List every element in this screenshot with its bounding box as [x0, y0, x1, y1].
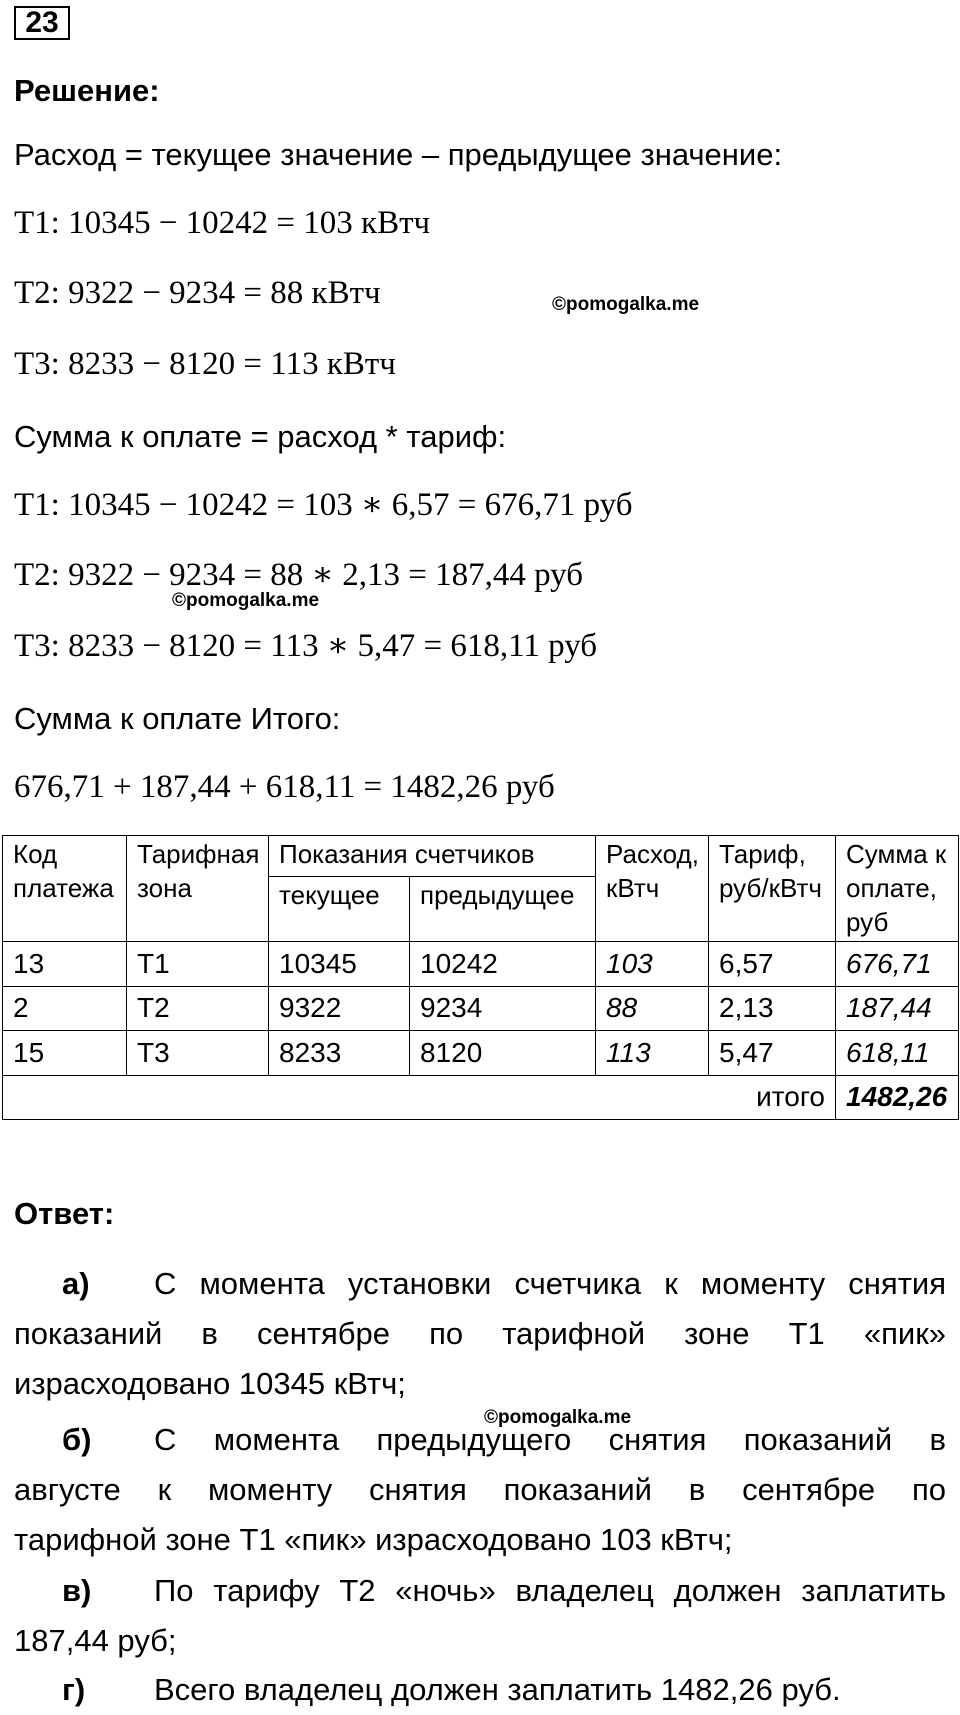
- header-current: текущее: [269, 877, 410, 942]
- cell-consumption: 113: [596, 1031, 709, 1075]
- solution-heading: Решение:: [14, 73, 160, 108]
- answer-item-label: а): [62, 1266, 90, 1301]
- answer-item-a-line: показаний в сентябре по тарифной зоне Т1 «пик»: [14, 1316, 946, 1351]
- answer-item-b-line: августе к моменту снятия показаний в сентябре по: [14, 1472, 946, 1507]
- cell-zone: T2: [127, 986, 269, 1030]
- cell-code: 13: [3, 942, 127, 986]
- cell-current: 8233: [269, 1031, 410, 1075]
- answer-item-d-line: [14, 1665, 946, 1715]
- answer-item-text: По тарифу Т2 «ночь» владелец должен заплатить: [154, 1573, 946, 1608]
- cell-previous: 10242: [410, 942, 596, 986]
- cell-consumption: 103: [596, 942, 709, 986]
- header-readings: Показания счетчиков: [269, 836, 596, 877]
- answer-item-label: в): [62, 1573, 92, 1608]
- total-label: Сумма к оплате Итого:: [14, 701, 341, 736]
- watermark: ©pomogalka.me: [552, 294, 700, 315]
- payment-t3: T3: 8233 − 8120 = 113 ∗ 5,47 = 618,11 руб: [14, 628, 598, 664]
- table-total-row: [3, 1075, 959, 1119]
- header-code: Код платежа: [3, 836, 127, 942]
- cell-current: 10345: [269, 942, 410, 986]
- answer-item-a-line: [14, 1259, 946, 1309]
- consumption-t1: T1: 10345 − 10242 = 103 кВтч: [14, 205, 431, 241]
- cell-sum: 618,11: [836, 1031, 959, 1075]
- answer-item-text: Всего владелец должен заплатить 1482,26 руб.: [154, 1672, 841, 1707]
- cell-current: 9322: [269, 986, 410, 1030]
- consumption-formula: Расход = текущее значение – предыдущее значение:: [14, 137, 783, 172]
- total-row-label: итого: [3, 1075, 836, 1119]
- answer-item-b-line: [14, 1415, 946, 1465]
- cell-tariff: 2,13: [709, 986, 836, 1030]
- cell-previous: 9234: [410, 986, 596, 1030]
- header-sum: Сумма к оплате, руб: [836, 836, 959, 942]
- cell-code: 15: [3, 1031, 127, 1075]
- cell-zone: T3: [127, 1031, 269, 1075]
- cell-tariff: 5,47: [709, 1031, 836, 1075]
- consumption-t2: T2: 9322 − 9234 = 88 кВтч: [14, 275, 381, 311]
- consumption-t3: T3: 8233 − 8120 = 113 кВтч: [14, 346, 396, 382]
- total-row-value: 1482,26: [836, 1075, 959, 1119]
- watermark: ©pomogalka.me: [484, 1407, 632, 1428]
- answer-item-c-line: [14, 1566, 946, 1616]
- answer-item-label: б): [62, 1422, 92, 1457]
- answer-heading: Ответ:: [14, 1196, 115, 1231]
- payment-formula: Сумма к оплате = расход * тариф:: [14, 419, 507, 454]
- total-formula: 676,71 + 187,44 + 618,11 = 1482,26 руб: [14, 769, 555, 805]
- watermark: ©pomogalka.me: [172, 590, 320, 611]
- cell-code: 2: [3, 986, 127, 1030]
- cell-sum: 676,71: [836, 942, 959, 986]
- cell-tariff: 6,57: [709, 942, 836, 986]
- answer-item-a-line: израсходовано 10345 кВтч;: [14, 1366, 406, 1401]
- answer-item-b-line: тарифной зоне Т1 «пик» израсходовано 103 кВтч;: [14, 1522, 733, 1557]
- answer-item-text: С момента установки счетчика к моменту снятия: [154, 1266, 946, 1301]
- answer-item-label: г): [62, 1672, 86, 1707]
- table-row: [3, 1031, 959, 1075]
- header-tariff: Тариф, руб/кВтч: [709, 836, 836, 942]
- header-consumption: Расход, кВтч: [596, 836, 709, 942]
- payment-t2: T2: 9322 − 9234 = 88 ∗ 2,13 = 187,44 руб: [14, 557, 584, 593]
- table-row: [3, 986, 959, 1030]
- answer-item-text: С момента предыдущего снятия показаний в: [154, 1422, 946, 1457]
- cell-consumption: 88: [596, 986, 709, 1030]
- table-row: [3, 942, 959, 986]
- header-previous: предыдущее: [410, 877, 596, 942]
- answer-item-c-line: 187,44 руб;: [14, 1623, 177, 1658]
- cell-zone: T1: [127, 942, 269, 986]
- payment-t1: T1: 10345 − 10242 = 103 ∗ 6,57 = 676,71 руб: [14, 487, 633, 523]
- cell-sum: 187,44: [836, 986, 959, 1030]
- meter-table: [2, 835, 959, 1120]
- problem-number: 23: [14, 6, 70, 40]
- header-zone: Тарифная зона: [127, 836, 269, 942]
- table-header-row: [3, 836, 959, 877]
- cell-previous: 8120: [410, 1031, 596, 1075]
